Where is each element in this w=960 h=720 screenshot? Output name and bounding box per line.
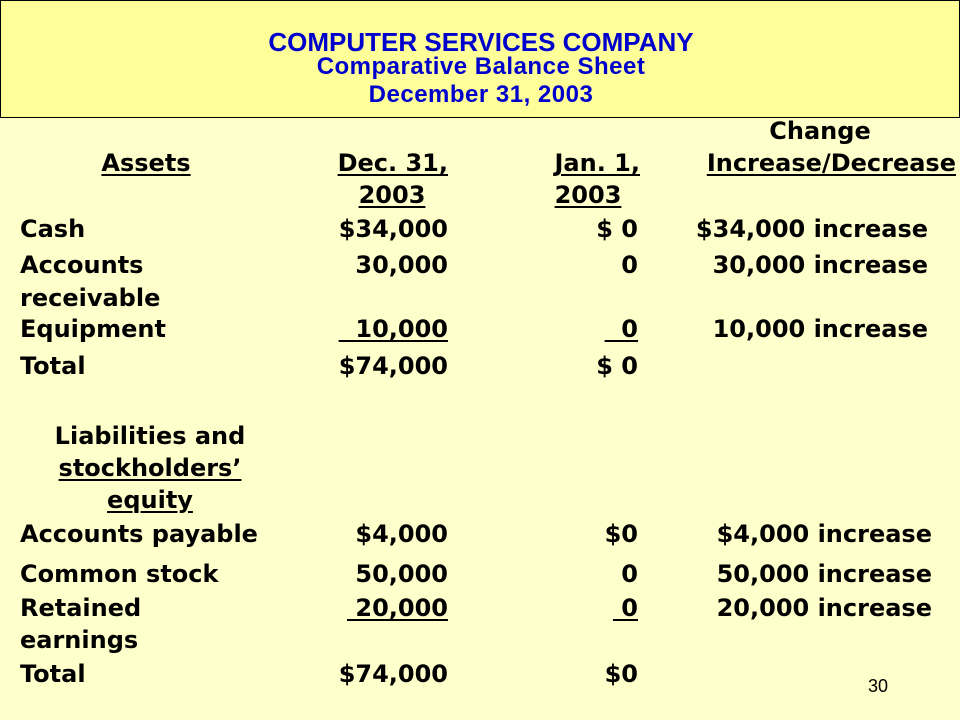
statement-date: December 31, 2003: [368, 81, 594, 108]
ar-change: 30,000 increase: [712, 251, 928, 279]
common-stock-jan: 0: [621, 560, 638, 588]
equipment-jan: 0: [604, 315, 638, 343]
common-stock-change: 50,000 increase: [716, 560, 932, 588]
equipment-change: 10,000 increase: [712, 315, 928, 343]
ar-jan: 0: [621, 251, 638, 279]
re-change: 20,000 increase: [716, 594, 932, 622]
cash-jan: $ 0: [596, 215, 638, 243]
assets-total-jan: $ 0: [596, 352, 638, 380]
re-jan: 0: [612, 594, 638, 622]
liabilities-heading-line1: Liabilities and: [54, 422, 246, 450]
liabilities-total-label: Total: [20, 660, 86, 688]
change-header-line2: Increase/Decrease: [706, 149, 956, 177]
ar-dec: 30,000: [355, 251, 448, 279]
cash-change: $34,000 increase: [695, 215, 928, 243]
statement-title: Comparative Balance Sheet: [316, 53, 646, 80]
liabilities-heading-line2: stockholders’: [58, 454, 242, 482]
dec-header-line2: 2003: [358, 181, 426, 209]
ap-label: Accounts payable: [20, 520, 258, 548]
jan-header-line1: Jan. 1,: [554, 149, 640, 177]
liabilities-heading-line3: equity: [107, 486, 193, 514]
company-name: COMPUTER SERVICES COMPANY: [268, 27, 694, 57]
equipment-dec: 10,000: [338, 315, 448, 343]
re-label-line1: Retained: [20, 594, 142, 622]
ap-dec: $4,000: [355, 520, 448, 548]
ap-change: $4,000 increase: [716, 520, 932, 548]
assets-total-dec: $74,000: [338, 352, 448, 380]
ap-jan: $0: [604, 520, 638, 548]
change-header-line1: Change: [769, 117, 871, 145]
ar-label-line2: receivable: [20, 284, 161, 312]
liabilities-total-jan: $0: [604, 660, 638, 688]
page-number: 30: [868, 676, 889, 696]
equipment-label: Equipment: [20, 315, 166, 343]
jan-header-line2: 2003: [554, 181, 622, 209]
cash-dec: $34,000: [338, 215, 448, 243]
cash-label: Cash: [20, 215, 86, 243]
assets-total-label: Total: [20, 352, 86, 380]
re-dec: 20,000: [347, 594, 448, 622]
ar-label-line1: Accounts: [20, 251, 144, 279]
assets-heading: Assets: [101, 149, 191, 177]
dec-header-line1: Dec. 31,: [337, 149, 448, 177]
title-banner: [0, 0, 960, 118]
common-stock-label: Common stock: [20, 560, 219, 588]
common-stock-dec: 50,000: [355, 560, 448, 588]
re-label-line2: earnings: [20, 626, 139, 654]
liabilities-total-dec: $74,000: [338, 660, 448, 688]
